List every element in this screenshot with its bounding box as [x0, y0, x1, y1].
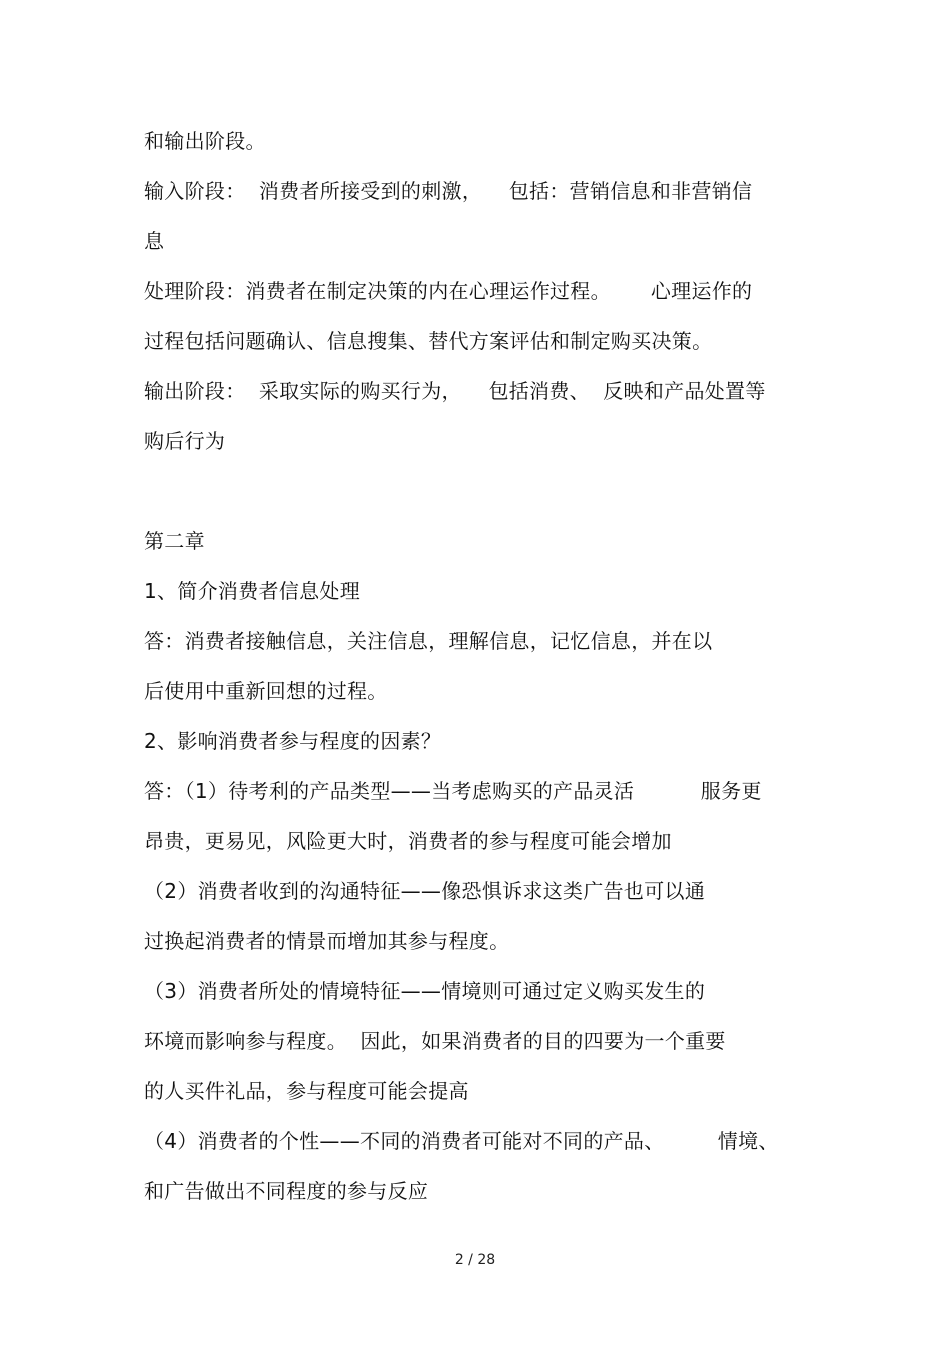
- page-number: 2 / 28: [454, 1252, 496, 1268]
- text-line: （2）消费者收到的沟通特征——像恐惧诉求这类广告也可以通: [144, 879, 706, 903]
- text-line: （4）消费者的个性——不同的消费者可能对不同的产品、 情境、: [144, 1129, 779, 1153]
- text-line: 息: [144, 229, 165, 253]
- question-heading: 2、影响消费者参与程度的因素？: [144, 729, 442, 753]
- text-line: 输入阶段： 消费者所接受到的刺激， 包括：营销信息和非营销信: [144, 179, 753, 203]
- text-line: 过程包括问题确认、信息搜集、替代方案评估和制定购买决策。: [144, 329, 713, 353]
- text-line: 昂贵，更易见，风险更大时，消费者的参与程度可能会增加: [144, 829, 672, 853]
- text-line: 答：（1）待考利的产品类型——当考虑购买的产品灵活 服务更: [144, 779, 762, 803]
- text-line: 过换起消费者的情景而增加其参与程度。: [144, 929, 510, 953]
- text-line: 环境而影响参与程度。 因此，如果消费者的目的四要为一个重要: [144, 1029, 726, 1053]
- text-line: 处理阶段：消费者在制定决策的内在心理运作过程。 心理运作的: [144, 279, 753, 303]
- chapter-heading: 第二章: [144, 529, 205, 553]
- text-line: （3）消费者所处的情境特征——情境则可通过定义购买发生的: [144, 979, 706, 1003]
- text-line: 和广告做出不同程度的参与反应: [144, 1179, 429, 1203]
- text-line: 购后行为: [144, 429, 226, 453]
- text-line: 的人买件礼品，参与程度可能会提高: [144, 1079, 469, 1103]
- text-line: 和输出阶段。: [144, 129, 266, 153]
- text-line: 答：消费者接触信息，关注信息，理解信息，记忆信息，并在以: [144, 629, 713, 653]
- text-line: 后使用中重新回想的过程。: [144, 679, 388, 703]
- text-line: 输出阶段： 采取实际的购买行为， 包括消费、 反映和产品处置等: [144, 379, 766, 403]
- question-heading: 1、简介消费者信息处理: [144, 579, 361, 603]
